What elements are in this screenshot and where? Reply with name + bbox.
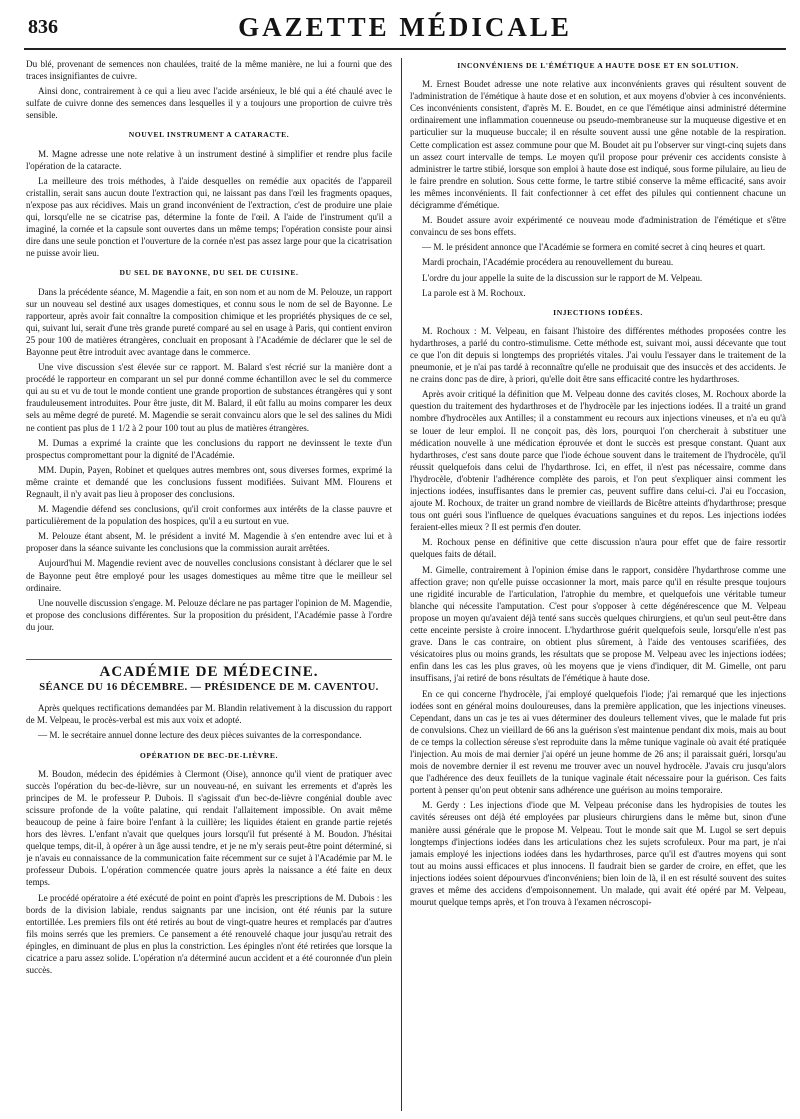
paragraph: La meilleure des trois méthodes, à l'aide desquelles on remédie aux opacités de l'appareil cristallin, serait sans aucun doute l'extraction qui, ne laissant pas dans l'œil les fragments opaques, n'expose pas aux récidives. Mais un grand inconvénient de l'extraction, c'est de produire une plaie qui, lorsqu'elle ne se cicatrise pas, détermine la fonte de l'œil. A l'aide de l'instrument qu'il a imaginé, la cornée et la capsule sont ouvertes dans un même temps; l'opération consiste pour ainsi dire dans une seule ponction et l'ouverture de la cornée n'est pas assez large pour que la cicatrisation ne puisse avoir lieu. [26, 175, 392, 259]
paragraph: M. Rochoux pense en définitive que cette discussion n'aura pour effet que de faire ressortir quelques faits de détail. [410, 537, 786, 560]
paragraph: M. Pelouze étant absent, M. le président a invité M. Magendie à s'en entendre avec lui et à proposer dans la séance suivante les conclusions que la commission aurait arrêtées. [26, 531, 392, 554]
paragraph: M. Ernest Boudet adresse une note relative aux inconvénients graves qui résultent souvent de l'administration de l'émétique à haute dose et en solution, et aux moyens d'obvier à ces inconvénients. Ces inconvénients consistent, d'après M. E. Boudet, en ce que l'émétique ainsi administré détermine ordinairement une inflammation couenneuse ou pseudo-membraneuse sur la muqueuse digestive et en particulier sur la muqueuse buccale; il en résulte souvent aussi une gêne notable de la respiration. Cette complication est assez commune pour que M. Boudet ait pu l'observer sur vingt-cinq sujets dans un assez court intervalle de temps. Le moyen qu'il propose pour prévenir ces accidents consiste à administrer le tartre stibié, lorsque son emploi à haute dose est indiqué, sous forme pilulaire, au lieu de le faire prendre en solution. Sous cette forme, le tartre stibié conserve la même efficacité, sans avoir les mêmes inconvénients. Il fait confectionner à cet effet des pilules qui contiennent chacune un décigramme d'émétique. [410, 79, 786, 211]
paragraph: M. Dumas a exprimé la crainte que les conclusions du rapport ne devinssent le texte d'un prospectus compromettant pour la dignité de l'Académie. [26, 437, 392, 460]
paragraph: Mardi prochain, l'Académie procédera au renouvellement du bureau. [422, 257, 674, 268]
column-divider [401, 58, 402, 1111]
academy-heading: ACADÉMIE DE MÉDECINE. [26, 659, 392, 678]
paragraph: M. Gimelle, contrairement à l'opinion émise dans le rapport, considère l'hydarthrose comme une affection grave; non qu'elle puisse occasionner la mort, mais parce qu'il en résulte presque toujours une rigidité incurable de l'articulation, l'atrophie du membre, et quelquefois une véritable tumeur blanche qui nécessite l'amputation. C'est pour s'opposer à cette dégénérescence que M. Velpeau propose un moyen qu'avaient déjà tenté sans succès quelques chirurgiens, et qu'un seul peut-être dans cette enceinte persiste à croire innocent. L'hydarthrose guérit quelquefois seule, lorsqu'elle n'est pas grave. Dans le cas contraire, on obtient plus sûrement, à l'aide des ventouses scarifiées, des vésicatoires plus ou moins grands, les résultats que se propose M. Velpeau avec les injections iodées; enfin dans les cas les plus graves, où les moyens que je viens d'indiquer, dit M. Gimelle, ont paru insuffisans, j'ai retiré de bons résultats de l'émétique à haute dose. [410, 564, 786, 684]
section-heading-injections-iodees: INJECTIONS IODÉES. [553, 307, 643, 317]
paragraph: Aujourd'hui M. Magendie revient avec de nouvelles conclusions consistant à déclarer que le sel de Bayonne peut être employé pour les usages domestiques au même titre que le meilleur sel ordinaire. [26, 558, 392, 593]
paragraph: M. Magendie défend ses conclusions, qu'il croit conformes aux intérêts de la classe pauvre et particulièrement de la population des hospices, qu'il a eu surtout en vue. [26, 504, 392, 527]
page-header [24, 8, 786, 50]
section-heading-emetique: INCONVÉNIENS DE L'ÉMÉTIQUE A HAUTE DOSE ET EN SOLUTION. [457, 61, 739, 70]
paragraph: — M. le président annonce que l'Académie se formera en comité secret à cinq heures et quart. [422, 242, 766, 253]
page-number: 836 [28, 16, 58, 38]
paragraph: Une vive discussion s'est élevée sur ce rapport. M. Balard s'est récrié sur la manière dont a procédé le rapporteur en comparant un sel pur donné comme échantillon avec le sel du commerce qui au su et vu de tout le monde contient une grande proportion de substances étrangères qui y sont frauduleusement introduites. Pour être juste, dit M. Balard, il eût fallu au moins comparer les deux sels au même degré de pureté. M. Magendie se serait convaincu alors que le sel des salines du Midi ne contient pas plus de 1 1/2 à 2 pour 100 tout au plus de matières étrangères. [26, 362, 392, 433]
paragraph: M. Rochoux : M. Velpeau, en faisant l'histoire des différentes méthodes proposées contre les hydarthroses, a parlé du contro-stimulisme. Cette méthode est, suivant moi, aussi décevante que tout ce que l'on dit depuis si longtemps des propriétés vitales. J'ai voulu l'essayer dans le traitement de la pneumonie, et je n'ai pas tardé à reconnaître qu'elle ne produisait que des insuccès et des accidents. Je ne crains donc pas de dire, à priori, qu'elle doit être sans efficacité contre les hydarthroses. [410, 325, 786, 385]
left-column [26, 58, 392, 1111]
paragraph: MM. Dupin, Payen, Robinet et quelques autres membres ont, sous diverses formes, exprimé la même crainte et demandé que les conclusions fussent modifiées. Suivant MM. Flourens et Regnault, il n'y avait pas lieu à proposer des conclusions. [26, 464, 392, 499]
paragraph: L'ordre du jour appelle la suite de la discussion sur le rapport de M. Velpeau. [422, 272, 703, 283]
paragraph: — M. le secrétaire annuel donne lecture des deux pièces suivantes de la correspondance. [38, 730, 362, 741]
paragraph: Après quelques rectifications demandées par M. Blandin relativement à la discussion du rapport de M. Velpeau, le procès-verbal est mis aux voix et adopté. [26, 703, 392, 726]
paragraph: M. Boudet assure avoir expérimenté ce nouveau mode d'administration de l'émétique et s'être convaincu de ses bons effets. [410, 215, 786, 238]
paragraph: La parole est à M. Rochoux. [422, 287, 526, 298]
paragraph: Après avoir critiqué la définition que M. Velpeau donne des cavités closes, M. Rochoux aborde la question du traitement des hydarthroses et de l'hydrocèle par les injections iodées. Il a traité un grand nombre d'hydrocèles aux Antilles; il a constamment eu recours aux injections vineuses, et n'a eu qu'à se louer de leur emploi. Il ne conçoit pas, dès lors, pourquoi l'on chercherait à substituer une médication nouvelle à une médication éprouvée et dont le succès est presque constant. Quant aux hydarthroses, c'est sans doute parce que l'iode échoue souvent dans le traitement de l'hydrocèle, qu'il réussit quelquefois dans celui de l'hydarthrose. Ici, en effet, il n'est pas nécessaire, comme dans l'hydrocèle, d'obtenir l'adhérence complète des parois, et l'on peut s'expliquer ainsi comment les injections iodées, insuffisantes dans le premier cas, peuvent suffire dans celui-ci. J'ai eu l'occasion, ajoute M. Rochoux, de traiter un grand nombre de vieillards de Bicêtre atteints d'hydarthrose; presque tous ont guéri sous l'influence de quelques évacuations sanguines et du repos. Les injections iodées feraient-elles mieux ? Il est permis d'en douter. [410, 389, 786, 533]
paragraph: Une nouvelle discussion s'engage. M. Pelouze déclare ne pas partager l'opinion de M. Magendie, et propose des conclusions différentes. Sur la proposition du président, l'Académie passe à l'ordre du jour. [26, 597, 392, 632]
journal-title: GAZETTE MÉDICALE [238, 12, 572, 42]
section-heading-cataracte: NOUVEL INSTRUMENT A CATARACTE. [128, 130, 290, 140]
right-column [410, 58, 786, 1111]
paragraph: Le procédé opératoire a été exécuté de point en point d'après les prescriptions de M. Dubois : les bords de la division labiale, rendus saignants par une incision, ont été réunis par la suture entortillée. Les premiers fils ont été retirés au bout de vingt-quatre heures et remplacés par d'autres fils moins serrés que les premiers. Ce pansement a été renouvelé chaque jour jusqu'au retrait des épingles, en diminuant de plus en plus la constriction. Les épingles n'ont été retirées que lorsque la cicatrice a paru assez solide. L'opération n'a déterminé aucun accident et a été couronnée d'un plein succès. [26, 892, 392, 976]
paragraph: En ce qui concerne l'hydrocèle, j'ai employé quelquefois l'iode; j'ai remarqué que les injections iodées sont en général moins douloureuses, dans la première application, que les injections vineuses. Cependant, dans un cas je tes ai vues déterminer des douleurs tellement vives, que le malade fut pris de convulsions. Chez un vieillard de 66 ans la guérison s'est maintenue pendant dix mois, mais au bout de ce temps la collection séreuse s'est reproduite dans la même tunique vaginale où avait été pratiquée l'injection. Au mois de mai dernier j'ai opéré un jeune homme de 26 ans; il paraissait guéri, lorsqu'au mois de novembre dernier il est revenu me trouver avec un nouvel hydrocèle. J'avais cru jusqu'alors que l'adhérence des deux feuillets de la tunique vaginale était nécessaire pour la guérison. Ces faits portent à penser qu'on peut obtenir sans adhérence une guérison au moins temporaire. [410, 688, 786, 796]
seance-heading: SÉANCE DU 16 DÉCEMBRE. — PRÉSIDENCE DE M. CAVENTOU. [39, 682, 379, 694]
paragraph: M. Gerdy : Les injections d'iode que M. Velpeau préconise dans les hydropisies de toutes les cavités séreuses ont déjà été employées par plusieurs chirurgiens dans le même but, sinon d'une manière aussi générale que le propose M. Velpeau. Tout le monde sait que M. Lugol se sert depuis longtemps d'injections iodées dans les articulations chez les sujets scrofuleux. Pour ma part, je n'ai jamais employé les injections iodées dans les hydarthroses, parce qu'il est d'autres moyens qui sont tout au moins aussi efficaces et plus innocens. Il faudrait bien se garder de croire, en effet, que les injections iodées soient dépourvues d'inconvéniens; bien loin de là, il en est résulté souvent des suites graves et même des accidens d'empoisonnement. Un malade, qui avait été opéré par M. Velpeau, mourut quelque temps après, et l'on trouva à l'examen nécroscopi- [410, 800, 786, 908]
paragraph: Du blé, provenant de semences non chaulées, traité de la même manière, ne lui a fourni que des traces insignifiantes de cuivre. [26, 59, 392, 82]
section-heading-bec-de-lievre: OPÉRATION DE BEC-DE-LIÈVRE. [139, 750, 279, 760]
paragraph: Ainsi donc, contrairement à ce qui a lieu avec l'acide arsénieux, le blé qui a été chaulé avec le sulfate de cuivre donne des semences dans lesquelles il y a toujours une proportion de cuivre très sensible. [26, 86, 392, 121]
paragraph: Dans la précédente séance, M. Magendie a fait, en son nom et au nom de M. Pelouze, un rapport sur un nouveau sel destiné aux usages domestiques, et connu sous le nom de sel de Bayonne. Le rapporteur, après avoir fait connaître la composition chimique et les propriétés physiques de ce sel, qui, suivant lui, serait d'une très grande pureté comparé au sel en usage à Paris, qui contient environ 25 pour 100 de matières étrangères, concluait en proposant à l'Académie de déclarer que le sel de Bayonne peut être introduit avec avantage dans le commerce. [26, 286, 392, 357]
paragraph: M. Boudon, médecin des épidémies à Clermont (Oise), annonce qu'il vient de pratiquer avec succès l'opération du bec-de-lièvre, sur un nouveau-né, en suivant les errements et d'après les principes de M. le professeur P. Dubois. Il s'agissait d'un bec-de-lièvre congénial double avec scissure profonde de la voûte palatine, qui rendait l'allaitement impossible. On avait même beaucoup de peine à faire boire l'enfant à la cuillère; les liquides étaient en grande partie rejetés hors des lèvres. L'enfant n'avait que quelques jours lorsqu'il fut présenté à M. Boudon. J'hésitai quelque temps, dit-il, à opérer à un âge aussi tendre, et je ne m'y serais peut-être point déterminé, si je n'avais eu connaissance de la communication faite récemment sur ce sujet à l'Académie par M. le professeur Dubois. L'opération commencée quatre jours après la naissance a été faite en deux temps. [26, 768, 392, 888]
section-heading-sel-de-bayonne: DU SEL DE BAYONNE, DU SEL DE CUISINE. [119, 268, 299, 278]
paragraph: M. Magne adresse une note relative à un instrument destiné à simplifier et rendre plus facile l'opération de la cataracte. [26, 148, 392, 171]
